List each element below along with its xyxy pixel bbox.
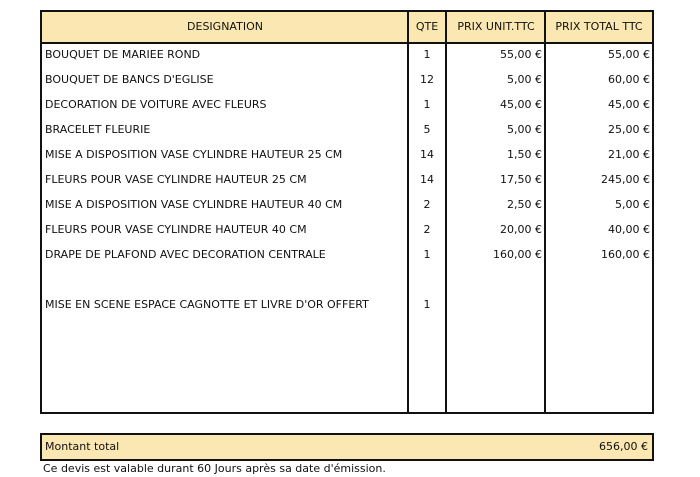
table-row — [42, 121, 652, 139]
table-row — [42, 171, 652, 189]
cell-total-price: 40,00 € — [608, 223, 650, 236]
cell-total-price: 55,00 € — [608, 48, 650, 61]
table-row — [42, 196, 652, 214]
table-row — [42, 146, 652, 164]
validity-note: Ce devis est valable durant 60 Jours après sa date d'émission. — [43, 462, 386, 475]
table-row — [42, 246, 652, 264]
cell-unit-price: 2,50 € — [507, 198, 542, 211]
table-row — [42, 96, 652, 114]
quote-table — [40, 10, 654, 414]
cell-qte: 12 — [420, 73, 434, 86]
cell-total-price: 160,00 € — [601, 248, 650, 261]
header-prix-unit: PRIX UNIT.TTC — [457, 20, 535, 33]
cell-qte: 14 — [420, 148, 434, 161]
cell-unit-price: 160,00 € — [493, 248, 542, 261]
cell-total-price: 5,00 € — [615, 198, 650, 211]
cell-total-price: 25,00 € — [608, 123, 650, 136]
cell-unit-price: 5,00 € — [507, 123, 542, 136]
header-designation: DESIGNATION — [187, 20, 263, 33]
cell-qte: 2 — [423, 223, 431, 236]
cell-qte: 1 — [423, 298, 431, 311]
cell-total-price: 45,00 € — [608, 98, 650, 111]
cell-qte: 5 — [423, 123, 431, 136]
cell-qte: 1 — [423, 48, 431, 61]
cell-designation: BOUQUET DE MARIEE ROND — [45, 48, 201, 61]
cell-designation: BOUQUET DE BANCS D'EGLISE — [45, 73, 214, 86]
cell-qte: 2 — [423, 198, 431, 211]
total-label: Montant total — [45, 440, 120, 453]
cell-designation: DECORATION DE VOITURE AVEC FLEURS — [45, 98, 267, 111]
cell-qte: 1 — [423, 98, 431, 111]
cell-designation: BRACELET FLEURIE — [45, 123, 151, 136]
total-value: 656,00 € — [599, 440, 648, 453]
total-bar — [40, 433, 654, 461]
header-prix-total: PRIX TOTAL TTC — [555, 20, 643, 33]
cell-designation: MISE A DISPOSITION VASE CYLINDRE HAUTEUR 40 CM — [45, 198, 343, 211]
cell-qte: 14 — [420, 173, 434, 186]
table-header — [42, 12, 652, 44]
cell-designation: MISE A DISPOSITION VASE CYLINDRE HAUTEUR 25 CM — [45, 148, 343, 161]
cell-unit-price: 1,50 € — [507, 148, 542, 161]
table-row — [42, 71, 652, 89]
cell-designation: FLEURS POUR VASE CYLINDRE HAUTEUR 40 CM — [45, 223, 307, 236]
cell-qte: 1 — [423, 248, 431, 261]
table-row — [42, 296, 652, 314]
cell-unit-price: 5,00 € — [507, 73, 542, 86]
cell-total-price: 21,00 € — [608, 148, 650, 161]
header-qte: QTE — [415, 20, 439, 33]
cell-total-price: 245,00 € — [601, 173, 650, 186]
cell-designation: DRAPE DE PLAFOND AVEC DECORATION CENTRALE — [45, 248, 326, 261]
table-row — [42, 46, 652, 64]
cell-unit-price: 17,50 € — [500, 173, 542, 186]
cell-unit-price: 55,00 € — [500, 48, 542, 61]
cell-total-price: 60,00 € — [608, 73, 650, 86]
cell-designation: FLEURS POUR VASE CYLINDRE HAUTEUR 25 CM — [45, 173, 307, 186]
cell-unit-price: 20,00 € — [500, 223, 542, 236]
table-row — [42, 221, 652, 239]
cell-unit-price: 45,00 € — [500, 98, 542, 111]
cell-designation: MISE EN SCENE ESPACE CAGNOTTE ET LIVRE D'OR OFFERT — [45, 298, 369, 311]
